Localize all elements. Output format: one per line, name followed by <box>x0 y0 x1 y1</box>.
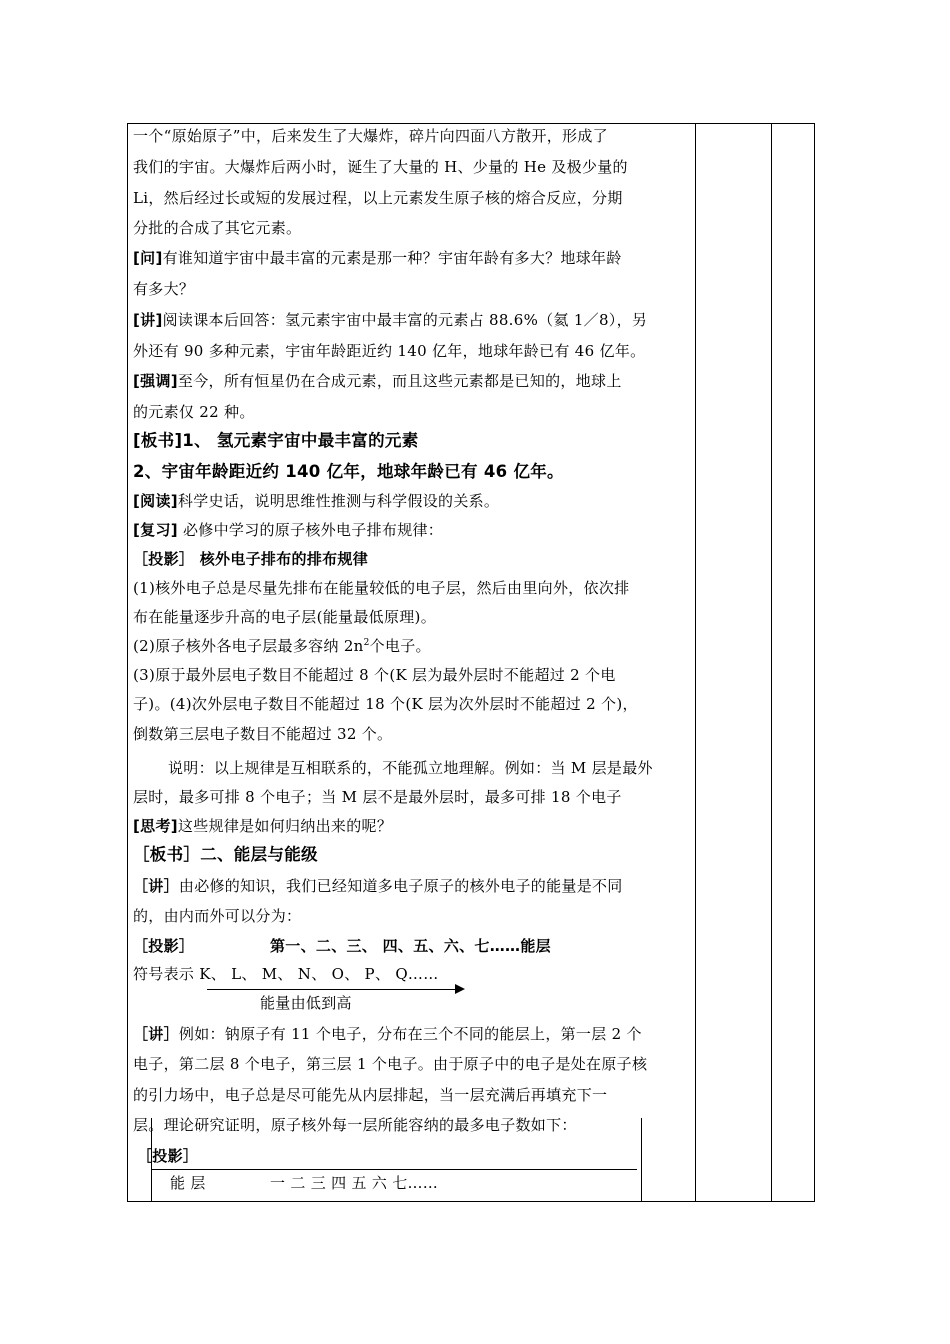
tag-label: ［讲］ <box>133 877 179 895</box>
line-text: 至今，所有恒星仍在合成元素，而且这些元素都是已知的，地球上 <box>177 372 622 390</box>
tag-label: [强调] <box>133 372 178 390</box>
text-line <box>133 371 622 391</box>
column-divider-2 <box>771 124 772 1201</box>
line-text: 阅读课本后回答：氢元素宇宙中最丰富的元素占 88.6%（氦 1／8），另 <box>162 311 648 329</box>
projection-heading: ［投影］ 核外电子排布的排布规律 <box>133 550 369 568</box>
text-line: 布在能量逐步升高的电子层(能量最低原理)。 <box>133 608 437 626</box>
text-line <box>133 876 623 896</box>
inner-table-right-border <box>641 1118 642 1202</box>
superscript: 2 <box>363 638 370 648</box>
line-text: 个电子。 <box>369 637 431 655</box>
text-line <box>133 520 443 540</box>
text-line: 符号表示 K、 L、 M、 N、 O、 P、 Q…… <box>133 965 439 983</box>
text-line: 倒数第三层电子数目不能超过 32 个。 <box>133 725 393 743</box>
line-text: 由必修的知识，我们已经知道多电子原子的核外电子的能量是不同 <box>178 877 623 895</box>
line-text: 科学史话，说明思维性推测与科学假设的关系。 <box>177 492 500 510</box>
text-line <box>133 491 499 511</box>
text-line <box>133 1024 642 1044</box>
text-line <box>133 816 392 836</box>
arrow-right-icon <box>455 984 465 994</box>
text-line: 的，由内而外可以分为： <box>133 907 302 925</box>
table-header-values: 一 二 三 四 五 六 七…… <box>270 1174 439 1192</box>
inner-table-top-border <box>151 1169 637 1170</box>
line-text: 这些规律是如何归纳出来的呢？ <box>177 817 393 835</box>
text-line: 我们的宇宙。大爆炸后两小时，诞生了大量的 H、少量的 He 及极少量的 <box>133 158 628 176</box>
line-text: 必修中学习的原子核外电子排布规律： <box>177 521 444 539</box>
tag-label: [阅读] <box>133 492 178 510</box>
text-line <box>133 248 622 268</box>
text-line: (3)原于最外层电子数目不能超过 8 个(K 层为最外层时不能超过 2 个电 <box>133 666 616 684</box>
line-text: 有谁知道宇宙中最丰富的元素是那一种？宇宙年龄有多大？地球年龄 <box>162 249 622 267</box>
board-heading: [板书]1、 氢元素宇宙中最丰富的元素 <box>133 431 419 450</box>
board-heading: 2、宇宙年龄距近约 140 亿年，地球年龄已有 46 亿年。 <box>133 462 564 481</box>
column-divider-1 <box>695 124 696 1201</box>
line-text: (2)原子核外各电子层最多容纳 2n <box>133 637 364 655</box>
text-line: 分批的合成了其它元素。 <box>133 219 302 237</box>
text-line: Li，然后经过长或短的发展过程，以上元素发生原子核的熔合反应，分期 <box>133 189 623 207</box>
text-line: 的元素仅 22 种。 <box>133 403 255 421</box>
table-header-cell: 能 层 <box>170 1174 206 1192</box>
text-line: 电子，第二层 8 个电子，第三层 1 个电子。由于原子中的电子是处在原子核 <box>133 1055 648 1073</box>
inner-table-left-border <box>151 1118 152 1202</box>
tag-label: [思考] <box>133 817 178 835</box>
text-line: 有多大？ <box>133 280 195 298</box>
tag-label: [讲] <box>133 311 163 329</box>
tag-label: ［讲］ <box>133 1025 179 1043</box>
projection-label: ［投影］ <box>133 937 195 955</box>
text-line: 外还有 90 多种元素，宇宙年龄距近约 140 亿年，地球年龄已有 46 亿年。 <box>133 342 646 360</box>
arrow-caption: 能量由低到高 <box>260 994 352 1012</box>
text-line: 子)。(4)次外层电子数目不能超过 18 个(K 层为次外层时不能超过 2 个)， <box>133 695 638 713</box>
projection-label: ［投影］ <box>137 1147 199 1165</box>
line-text: 例如：钠原子有 11 个电子，分布在三个不同的能层上，第一层 2 个 <box>178 1025 642 1043</box>
text-line <box>133 310 647 330</box>
text-line: (1)核外电子总是尽量先排布在能量较低的电子层，然后由里向外，依次排 <box>133 579 630 597</box>
tag-label: [复习] <box>133 521 178 539</box>
text-line: 一个“原始原子”中，后来发生了大爆炸，碎片向四面八方散开，形成了 <box>133 127 608 145</box>
text-line: 层时，最多可排 8 个电子；当 M 层不是最外层时，最多可排 18 个电子 <box>133 788 622 806</box>
energy-arrow-line <box>207 989 463 990</box>
text-line: 的引力场中，电子总是尽可能先从内层排起，当一层充满后再填充下一 <box>133 1086 608 1104</box>
text-line: 说明：以上规律是互相联系的，不能孤立地理解。例如：当 M 层是最外 <box>168 759 653 777</box>
tag-label: [问] <box>133 249 163 267</box>
energy-layers-heading: 第一、二、三、 四、五、六、七……能层 <box>270 937 551 955</box>
text-line <box>133 636 431 656</box>
board-heading: ［板书］二、能层与能级 <box>133 845 318 864</box>
text-line: 层。理论研究证明，原子核外每一层所能容纳的最多电子数如下： <box>133 1116 577 1134</box>
